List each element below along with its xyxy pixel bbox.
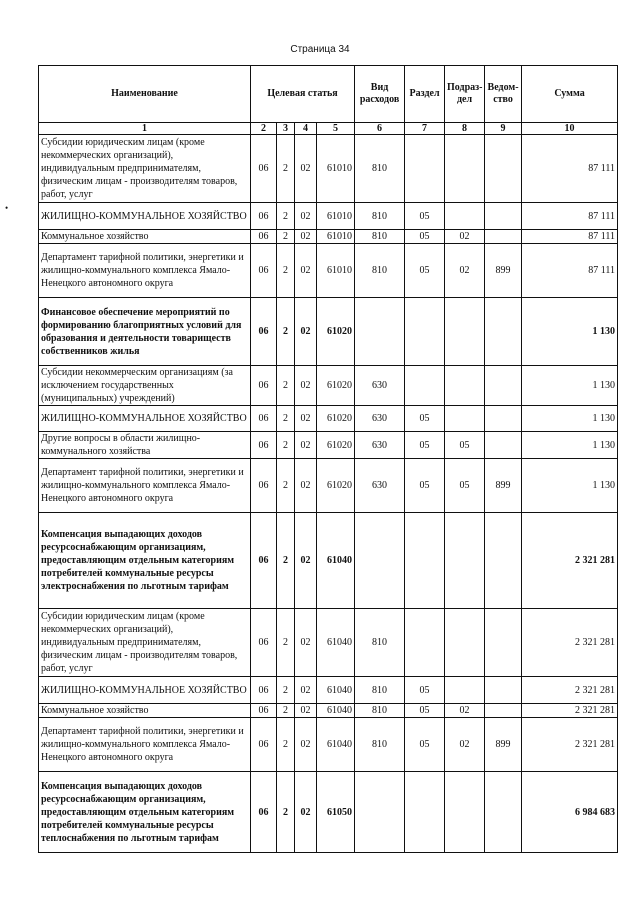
expense-type-cell: 630	[355, 432, 405, 459]
table-row	[39, 298, 618, 366]
header-department: Ведом-ство	[485, 66, 522, 123]
section-cell: 05	[405, 230, 445, 244]
amount-cell: 1 130	[522, 298, 618, 366]
row-name: Компенсация выпадающих доходов ресурсоснабжающим организациям, предоставляющим отдельным категориям потребителей коммунальные ресурсы теплоснабжения по льготным тарифам	[39, 772, 251, 853]
expense-type-cell: 810	[355, 135, 405, 203]
section-cell: 05	[405, 432, 445, 459]
table-row	[39, 718, 618, 772]
expense-type-cell: 810	[355, 609, 405, 677]
target-code-program: 06	[251, 513, 277, 609]
column-number: 4	[295, 123, 317, 135]
section-cell	[405, 772, 445, 853]
target-code-item: 61040	[317, 513, 355, 609]
section-cell: 05	[405, 459, 445, 513]
subsection-cell	[445, 366, 485, 406]
department-cell	[485, 366, 522, 406]
table-row	[39, 704, 618, 718]
target-code-subprogram: 2	[277, 366, 295, 406]
target-code-subprogram: 2	[277, 298, 295, 366]
target-code-group: 02	[295, 406, 317, 432]
subsection-cell	[445, 513, 485, 609]
expense-type-cell: 810	[355, 203, 405, 230]
target-code-program: 06	[251, 459, 277, 513]
amount-cell: 1 130	[522, 459, 618, 513]
department-cell	[485, 513, 522, 609]
table-row	[39, 513, 618, 609]
target-code-subprogram: 2	[277, 677, 295, 704]
department-cell	[485, 230, 522, 244]
target-code-subprogram: 2	[277, 406, 295, 432]
target-code-subprogram: 2	[277, 203, 295, 230]
department-cell	[485, 135, 522, 203]
subsection-cell	[445, 677, 485, 704]
target-code-subprogram: 2	[277, 772, 295, 853]
department-cell	[485, 298, 522, 366]
table-row	[39, 366, 618, 406]
subsection-cell: 02	[445, 704, 485, 718]
column-number: 7	[405, 123, 445, 135]
table-row	[39, 203, 618, 230]
table-row	[39, 432, 618, 459]
row-name: Компенсация выпадающих доходов ресурсоснабжающим организациям, предоставляющим отдельным категориям потребителей коммунальные ресурсы электроснабжения по льготным тарифам	[39, 513, 251, 609]
row-name: Финансовое обеспечение мероприятий по формированию благоприятных условий для образования и деятельности товариществ собственников жилья	[39, 298, 251, 366]
expense-type-cell: 810	[355, 704, 405, 718]
section-cell: 05	[405, 406, 445, 432]
column-number: 1	[39, 123, 251, 135]
target-code-program: 06	[251, 244, 277, 298]
expense-type-cell: 810	[355, 677, 405, 704]
target-code-program: 06	[251, 609, 277, 677]
amount-cell: 87 111	[522, 203, 618, 230]
target-code-item: 61010	[317, 230, 355, 244]
target-code-group: 02	[295, 513, 317, 609]
row-name: ЖИЛИЩНО-КОММУНАЛЬНОЕ ХОЗЯЙСТВО	[39, 406, 251, 432]
header-expense-type: Вид расходов	[355, 66, 405, 123]
header-section: Раздел	[405, 66, 445, 123]
subsection-cell	[445, 135, 485, 203]
target-code-group: 02	[295, 459, 317, 513]
target-code-group: 02	[295, 135, 317, 203]
row-name: Субсидии юридическим лицам (кроме некоммерческих организаций), индивидуальным предпринимателям, физическим лицам - производителям товаров, работ, услуг	[39, 609, 251, 677]
row-name: Департамент тарифной политики, энергетики и жилищно-коммунального комплекса Ямало-Ненецкого автономного округа	[39, 244, 251, 298]
target-code-item: 61010	[317, 203, 355, 230]
margin-mark: •	[5, 203, 9, 213]
target-code-program: 06	[251, 432, 277, 459]
section-cell: 05	[405, 677, 445, 704]
target-code-subprogram: 2	[277, 704, 295, 718]
subsection-cell: 02	[445, 230, 485, 244]
target-code-group: 02	[295, 432, 317, 459]
row-name: Коммунальное хозяйство	[39, 704, 251, 718]
row-name: Департамент тарифной политики, энергетики и жилищно-коммунального комплекса Ямало-Ненецкого автономного округа	[39, 459, 251, 513]
target-code-item: 61050	[317, 772, 355, 853]
amount-cell: 2 321 281	[522, 677, 618, 704]
target-code-program: 06	[251, 135, 277, 203]
expense-type-cell	[355, 513, 405, 609]
target-code-item: 61010	[317, 244, 355, 298]
row-name: Другие вопросы в области жилищно-коммунального хозяйства	[39, 432, 251, 459]
column-number: 10	[522, 123, 618, 135]
amount-cell: 6 984 683	[522, 772, 618, 853]
amount-cell: 2 321 281	[522, 704, 618, 718]
expense-type-cell: 810	[355, 718, 405, 772]
target-code-subprogram: 2	[277, 718, 295, 772]
section-cell: 05	[405, 244, 445, 298]
subsection-cell: 05	[445, 459, 485, 513]
subsection-cell: 02	[445, 718, 485, 772]
target-code-item: 61020	[317, 459, 355, 513]
row-name: ЖИЛИЩНО-КОММУНАЛЬНОЕ ХОЗЯЙСТВО	[39, 203, 251, 230]
target-code-program: 06	[251, 677, 277, 704]
target-code-group: 02	[295, 203, 317, 230]
table-row	[39, 230, 618, 244]
target-code-group: 02	[295, 718, 317, 772]
subsection-cell	[445, 609, 485, 677]
budget-table	[38, 65, 618, 853]
target-code-item: 61020	[317, 432, 355, 459]
target-code-item: 61040	[317, 609, 355, 677]
row-name: Субсидии юридическим лицам (кроме некоммерческих организаций), индивидуальным предпринимателям, физическим лицам - производителям товаров, работ, услуг	[39, 135, 251, 203]
header-subsection: Подраз-дел	[445, 66, 485, 123]
section-cell: 05	[405, 718, 445, 772]
target-code-item: 61040	[317, 704, 355, 718]
target-code-subprogram: 2	[277, 432, 295, 459]
amount-cell: 87 111	[522, 230, 618, 244]
subsection-cell	[445, 203, 485, 230]
target-code-subprogram: 2	[277, 244, 295, 298]
department-cell: 899	[485, 459, 522, 513]
department-cell	[485, 677, 522, 704]
target-code-group: 02	[295, 230, 317, 244]
amount-cell: 1 130	[522, 366, 618, 406]
amount-cell: 2 321 281	[522, 513, 618, 609]
target-code-subprogram: 2	[277, 230, 295, 244]
target-code-item: 61010	[317, 135, 355, 203]
department-cell	[485, 406, 522, 432]
target-code-group: 02	[295, 677, 317, 704]
amount-cell: 2 321 281	[522, 718, 618, 772]
target-code-item: 61040	[317, 677, 355, 704]
target-code-subprogram: 2	[277, 135, 295, 203]
section-cell: 05	[405, 704, 445, 718]
table-row	[39, 135, 618, 203]
column-number: 5	[317, 123, 355, 135]
target-code-program: 06	[251, 203, 277, 230]
target-code-group: 02	[295, 704, 317, 718]
amount-cell: 87 111	[522, 135, 618, 203]
column-number: 6	[355, 123, 405, 135]
column-number: 3	[277, 123, 295, 135]
row-name: Департамент тарифной политики, энергетики и жилищно-коммунального комплекса Ямало-Ненецкого автономного округа	[39, 718, 251, 772]
target-code-program: 06	[251, 366, 277, 406]
target-code-item: 61040	[317, 718, 355, 772]
row-name: Субсидии некоммерческим организациям (за исключением государственных (муниципальных) учреждений)	[39, 366, 251, 406]
expense-type-cell: 810	[355, 244, 405, 298]
expense-type-cell: 630	[355, 406, 405, 432]
target-code-subprogram: 2	[277, 459, 295, 513]
department-cell: 899	[485, 244, 522, 298]
expense-type-cell	[355, 298, 405, 366]
column-number: 2	[251, 123, 277, 135]
section-cell	[405, 366, 445, 406]
header-target-article: Целевая статья	[251, 66, 355, 123]
target-code-group: 02	[295, 366, 317, 406]
department-cell	[485, 203, 522, 230]
section-cell	[405, 298, 445, 366]
expense-type-cell	[355, 772, 405, 853]
section-cell	[405, 609, 445, 677]
department-cell	[485, 432, 522, 459]
subsection-cell: 02	[445, 244, 485, 298]
amount-cell: 1 130	[522, 406, 618, 432]
expense-type-cell: 630	[355, 366, 405, 406]
department-cell: 899	[485, 718, 522, 772]
section-cell	[405, 513, 445, 609]
section-cell: 05	[405, 203, 445, 230]
amount-cell: 1 130	[522, 432, 618, 459]
amount-cell: 2 321 281	[522, 609, 618, 677]
subsection-cell: 05	[445, 432, 485, 459]
target-code-group: 02	[295, 244, 317, 298]
target-code-program: 06	[251, 772, 277, 853]
row-name: Коммунальное хозяйство	[39, 230, 251, 244]
target-code-subprogram: 2	[277, 513, 295, 609]
subsection-cell	[445, 298, 485, 366]
target-code-item: 61020	[317, 366, 355, 406]
column-number: 9	[485, 123, 522, 135]
target-code-group: 02	[295, 298, 317, 366]
department-cell	[485, 609, 522, 677]
target-code-program: 06	[251, 298, 277, 366]
target-code-item: 61020	[317, 406, 355, 432]
header-name: Наименование	[39, 66, 251, 123]
target-code-program: 06	[251, 230, 277, 244]
target-code-program: 06	[251, 406, 277, 432]
row-name: ЖИЛИЩНО-КОММУНАЛЬНОЕ ХОЗЯЙСТВО	[39, 677, 251, 704]
section-cell	[405, 135, 445, 203]
table-row	[39, 406, 618, 432]
subsection-cell	[445, 406, 485, 432]
header-amount: Сумма	[522, 66, 618, 123]
target-code-group: 02	[295, 609, 317, 677]
target-code-item: 61020	[317, 298, 355, 366]
table-row	[39, 244, 618, 298]
target-code-program: 06	[251, 718, 277, 772]
department-cell	[485, 772, 522, 853]
page-number-label: Страница 34	[290, 44, 350, 55]
expense-type-cell: 810	[355, 230, 405, 244]
table-row	[39, 609, 618, 677]
target-code-program: 06	[251, 704, 277, 718]
expense-type-cell: 630	[355, 459, 405, 513]
amount-cell: 87 111	[522, 244, 618, 298]
target-code-group: 02	[295, 772, 317, 853]
column-number: 8	[445, 123, 485, 135]
table-row	[39, 772, 618, 853]
table-row	[39, 677, 618, 704]
table-row	[39, 459, 618, 513]
subsection-cell	[445, 772, 485, 853]
department-cell	[485, 704, 522, 718]
target-code-subprogram: 2	[277, 609, 295, 677]
